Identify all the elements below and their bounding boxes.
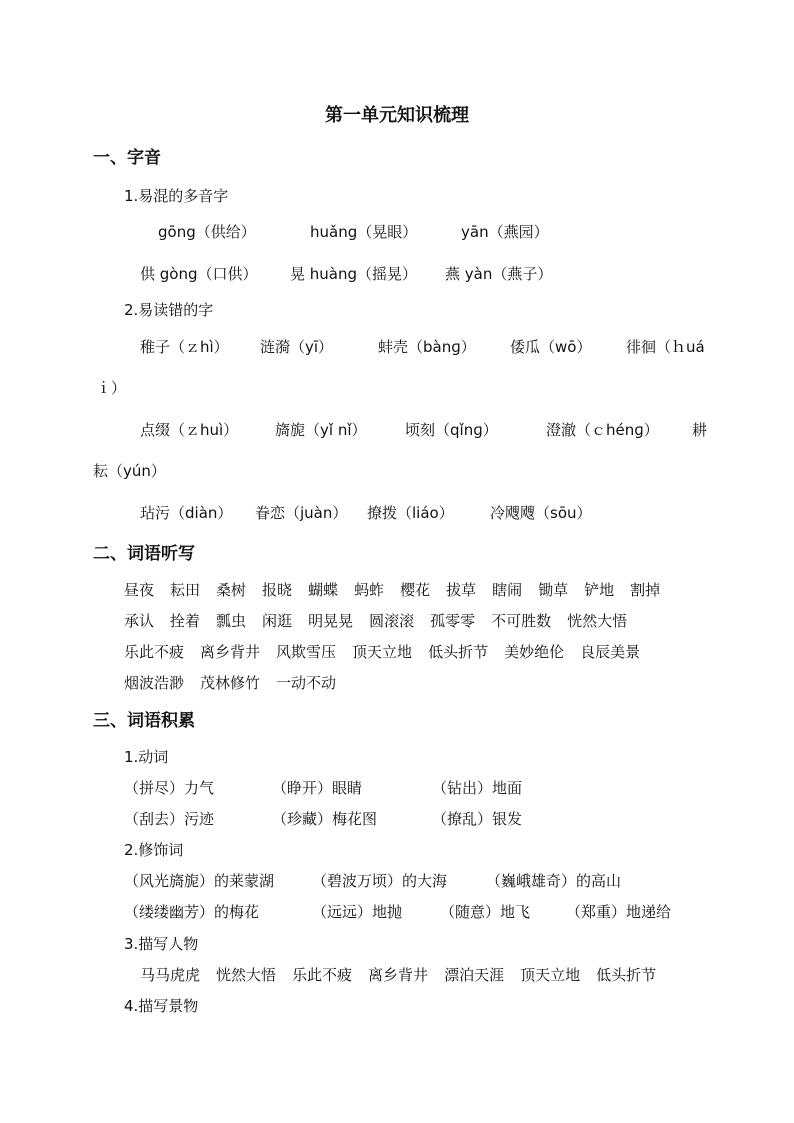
list-item: 耘田: [170, 581, 201, 599]
list-item: （巍峨雄奇）的高山: [486, 872, 622, 890]
subheading-polyphonic: 1.易混的多音字: [124, 187, 229, 205]
list-item: （刮去）污迹: [124, 810, 215, 828]
list-item: （撩乱）银发: [432, 810, 523, 828]
list-item: 玷污（diàn）: [140, 504, 233, 522]
word-line: [124, 611, 643, 631]
word-line: [140, 965, 672, 985]
list-item: 拴着: [170, 612, 201, 630]
list-item: 茂林修竹: [200, 674, 261, 692]
list-item: 澄澈（ｃhénɡ）: [546, 421, 659, 439]
list-item: 锄草: [538, 581, 569, 599]
list-item: 点缀（ｚhuì）: [140, 421, 239, 439]
list-item: 耕: [692, 421, 708, 439]
list-item: 承认: [124, 612, 155, 630]
list-item: （郑重）地递给: [566, 903, 672, 921]
list-item: 燕 yàn（燕子）: [445, 265, 553, 283]
list-item: 离乡背井: [368, 966, 429, 984]
list-item: yān（燕园）: [461, 223, 549, 241]
list-item: 顶天立地: [352, 643, 413, 661]
list-item: 一动不动: [276, 674, 337, 692]
list-item: 桑树: [216, 581, 247, 599]
list-item: 拔草: [446, 581, 477, 599]
list-item: 报晓: [262, 581, 293, 599]
list-item: 烟波浩渺: [124, 674, 185, 692]
list-item: 恍然大悟: [567, 612, 628, 630]
word-line: [124, 642, 656, 662]
list-item: 蚌壳（bànɡ）: [378, 338, 476, 356]
list-item: 不可胜数: [491, 612, 552, 630]
list-item: 乐此不疲: [292, 966, 353, 984]
list-item: ｉ）: [96, 379, 127, 397]
list-item: 低头折节: [428, 643, 489, 661]
list-item: 割掉: [630, 581, 661, 599]
list-item: 恍然大悟: [216, 966, 277, 984]
list-item: huǎng（晃眼）: [310, 223, 418, 241]
list-item: （远远）地抛: [312, 903, 403, 921]
list-item: （拼尽）力气: [124, 779, 215, 797]
list-item: 晃 huàng（摇晃）: [290, 265, 418, 283]
list-item: 风欺雪压: [276, 643, 337, 661]
list-item: 顶天立地: [520, 966, 581, 984]
list-item: 蚂蚱: [354, 581, 385, 599]
list-item: 乐此不疲: [124, 643, 185, 661]
page-title: 第一单元知识梳理: [325, 105, 469, 126]
list-item: （珍藏）梅花图: [272, 810, 378, 828]
list-item: 瞎闹: [492, 581, 523, 599]
list-item: 良辰美景: [580, 643, 641, 661]
list-item: 昼夜: [124, 581, 155, 599]
list-item: 撩拨（liáo）: [367, 504, 454, 522]
list-item: 离乡背井: [200, 643, 261, 661]
subheading-scenery: 4.描写景物: [124, 997, 199, 1015]
list-item: 瓢虫: [216, 612, 247, 630]
section-heading-vocabulary: 三、词语积累: [93, 711, 195, 731]
list-item: 眷恋（juàn）: [255, 504, 348, 522]
list-item: 旖旎（yǐ nǐ）: [275, 421, 367, 439]
list-item: gōng（供给）: [158, 223, 256, 241]
list-item: （随意）地飞: [440, 903, 531, 921]
list-item: （钻出）地面: [432, 779, 523, 797]
section-heading-dictation: 二、词语听写: [93, 544, 195, 564]
subheading-verbs: 1.动词: [124, 748, 169, 766]
list-item: （缕缕幽芳）的梅花: [124, 903, 260, 921]
list-item: 圆滚滚: [369, 612, 415, 630]
list-item: 供 gòng（口供）: [140, 265, 258, 283]
list-item: （碧波万顷）的大海: [312, 872, 448, 890]
list-item: 孤零零: [430, 612, 476, 630]
section-heading-pronunciation: 一、字音: [93, 148, 161, 168]
list-item: （睁开）眼睛: [272, 779, 363, 797]
list-item: 耘（yún）: [93, 462, 166, 480]
subheading-misread: 2.易读错的字: [124, 301, 214, 319]
word-line: [124, 673, 352, 693]
list-item: 闲逛: [262, 612, 293, 630]
list-item: 铲地: [584, 581, 615, 599]
list-item: 顷刻（qǐnɡ）: [405, 421, 498, 439]
list-item: 漂泊天涯: [444, 966, 505, 984]
subheading-people: 3.描写人物: [124, 935, 199, 953]
list-item: 马马虎虎: [140, 966, 201, 984]
list-item: （风光旖旎）的莱蒙湖: [124, 872, 275, 890]
list-item: 冷飕飕（sōu）: [490, 504, 592, 522]
list-item: 美妙绝伦: [504, 643, 565, 661]
list-item: 蝴蝶: [308, 581, 339, 599]
list-item: 倭瓜（wō）: [510, 338, 592, 356]
subheading-modifiers: 2.修饰词: [124, 841, 184, 859]
list-item: 低头折节: [596, 966, 657, 984]
list-item: 涟漪（yī）: [260, 338, 334, 356]
list-item: 明晃晃: [308, 612, 354, 630]
list-item: 稚子（ｚhì）: [140, 338, 229, 356]
list-item: 徘徊（ｈuá: [626, 338, 705, 356]
list-item: 樱花: [400, 581, 431, 599]
word-line: [124, 580, 676, 600]
